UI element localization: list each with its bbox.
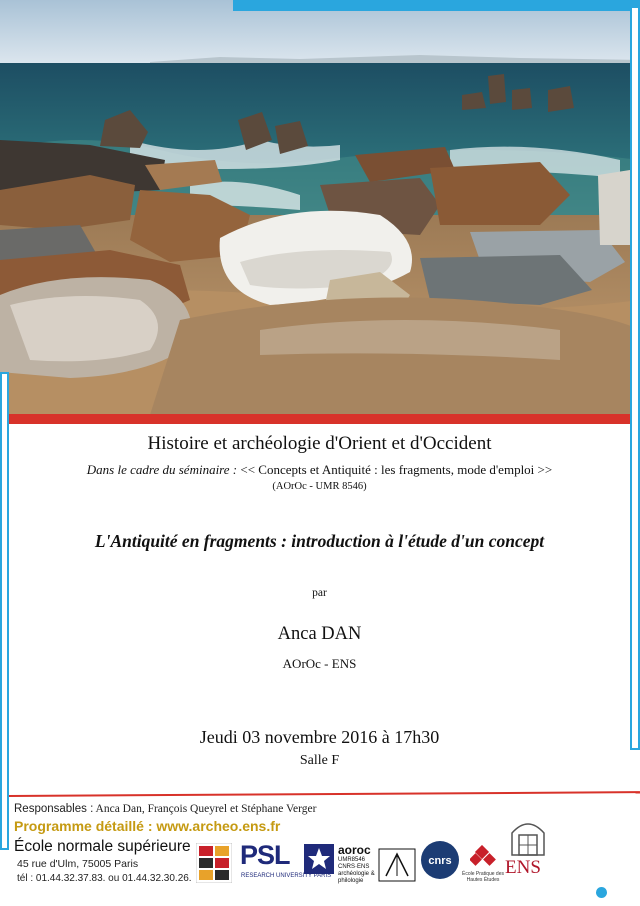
help-icon[interactable] [596,887,607,898]
cnrs-logo [420,840,460,880]
frame-inner-line-right [632,8,638,748]
responsables-line [14,803,316,815]
seminar-name: << Concepts et Antiquité : les fragments, mode d'emploi >> [240,462,553,477]
blue-frame-top [233,0,640,11]
ephe-logo-subtitle: École Pratique des Hautes Études [462,871,504,883]
contact-phone: tél : 01.44.32.37.83. ou 01.44.32.30.26. [17,873,192,884]
ephe-logo-icon [470,845,496,871]
responsables-names: Anca Dan, François Queyrel et Stéphane Verger [95,803,317,815]
programme-link[interactable]: Programme détaillé : www.archeo.ens.fr [14,818,281,834]
aoroc-logo-text: aoroc [338,843,371,857]
cnrs-logo-text: cnrs [428,855,452,867]
speaker-affiliation: AOrOc - ENS [282,656,357,671]
psl-star-icon [304,844,334,874]
institut-logo [196,843,232,883]
footer-red-line [9,791,640,797]
seminar-prefix: Dans le cadre du séminaire : [86,462,238,477]
research-unit: (AOrOc - UMR 8546) [272,481,367,492]
event-room: Salle F [299,753,340,768]
frame-inner-line-left [2,374,7,848]
institution-name: École normale supérieure [14,838,191,855]
ens-logo-text: ENS [505,857,541,878]
seminar-line [9,462,630,478]
psl-logo-subtitle: RESEARCH UNIVERSITY PARIS [241,873,332,879]
talk-title: L'Antiquité en fragments : introduction à l'étude d'un concept [94,531,545,551]
poster-title: Histoire et archéologie d'Orient et d'Occident [147,433,492,454]
ens-building-icon [508,815,548,857]
institution-address: 45 rue d'Ulm, 75005 Paris [17,858,139,870]
by-word: par [312,587,327,599]
red-separator-band [9,414,630,424]
header-photo-rocky-shore [0,0,640,415]
responsables-label: Responsables : [14,803,94,815]
speaker-name: Anca DAN [277,624,362,644]
aoroc-quill-icon [378,848,416,882]
event-date: Jeudi 03 novembre 2016 à 17h30 [199,727,440,747]
psl-logo-text: PSL [240,840,290,870]
aoroc-logo-subtitle: UMR8546 CNRS·ENS archéologie & philologie [338,857,375,884]
